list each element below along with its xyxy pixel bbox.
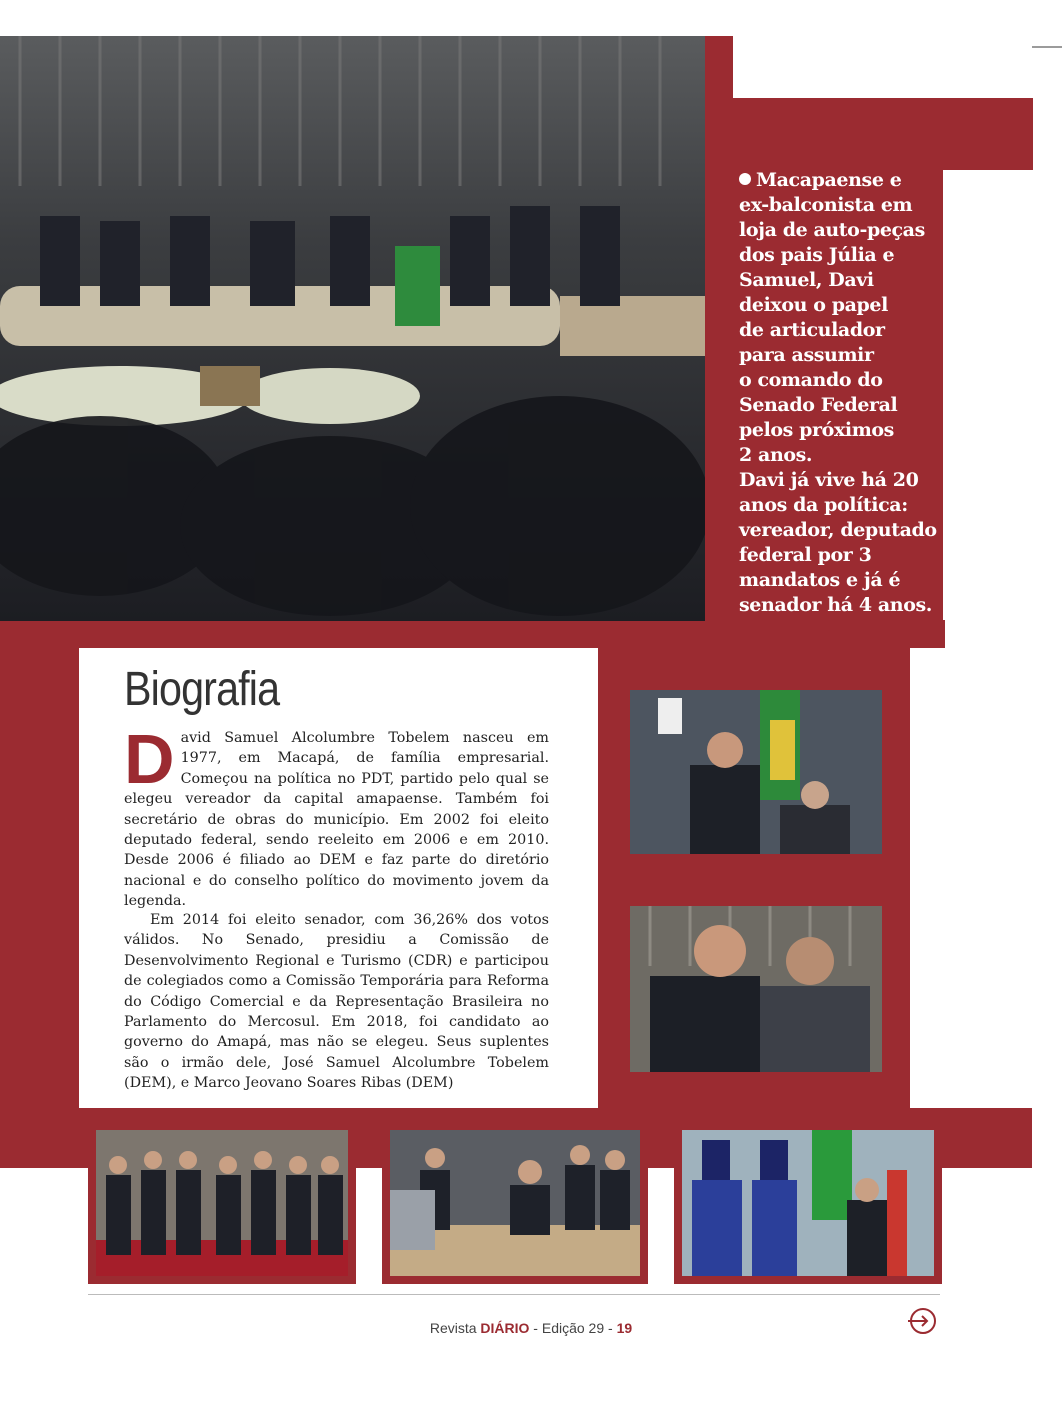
bio-text-2: Em 2014 foi eleito senador, com 36,26% dos votos válidos. No Senado, presidiu a Comissão de Desenvolvimento Regional e Turismo (CDR) e participou de colegiados como a Comissão Temporária para Reforma do Código Comercial e da Representação Brasileira no Parlamento do Mercosul. Em 2018, foi candidato ao governo do Amapá, mas não se elegeu. Seus suplentes são o irmão dele, José Samuel Alcolumbre Tobelem (DEM), e Marco Jeovano Soares Ribas (DEM) [124, 912, 549, 1092]
drop-cap: D [124, 720, 175, 798]
photo-senate-presidency [390, 1130, 640, 1276]
top-right-rule [1032, 46, 1062, 48]
photo-senator-conversation [630, 906, 882, 1072]
red-band-right-top [705, 98, 1033, 170]
bio-paragraph-2 [124, 910, 549, 1094]
arrow-circle-right-icon[interactable] [906, 1305, 938, 1337]
page-number: 19 [616, 1320, 633, 1336]
footer-prefix: Revista [429, 1320, 481, 1336]
red-band-left-strip [0, 640, 79, 1110]
bullet-icon [739, 173, 751, 185]
main-photo-plenary [0, 36, 705, 621]
footer-brand: DIÁRIO [480, 1320, 530, 1336]
bio-paragraph-1 [124, 720, 549, 912]
photo-group-red-carpet [96, 1130, 348, 1276]
footer [0, 1320, 1062, 1336]
photo-caption [739, 168, 939, 618]
caption-text: Macapaense e ex-balconista em loja de auto-peças dos pais Júlia e Samuel, Davi deixou o papel de articulador para assumir o comando do Senado Federal pelos próximos 2 anos. Davi já vive há 20 anos da política: vereador, deputado federal por 3 mandatos e já é senador há 4 anos. [739, 169, 937, 616]
photo-guard-ceremony [682, 1130, 934, 1276]
bio-text-1: avid Samuel Alcolumbre Tobelem nasceu em 1977, em Macapá, de família empresarial. Começou na política no PDT, partido pelo qual se elegeu vereador da capital amapaense. Também foi secretário de obras do município. Em 2002 foi eleito deputado federal, sendo reeleito em 2006 e em 2010. Desde 2006 é filiado ao DEM e faz parte do diretório nacional e do conselho político do movimento jovem da legenda. [124, 730, 549, 910]
section-title: Biografia [124, 663, 280, 716]
footer-edition: - Edição 29 - [529, 1320, 617, 1336]
photo-senator-document [630, 690, 882, 854]
footer-rule [88, 1294, 940, 1295]
